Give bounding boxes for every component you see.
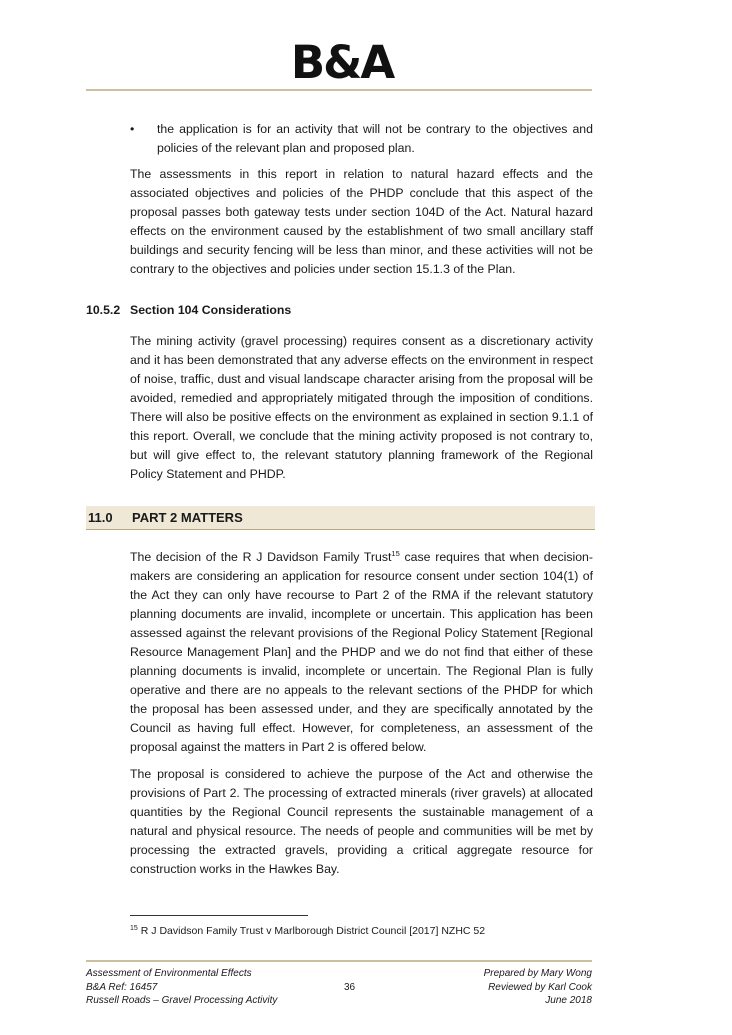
section-title: PART 2 MATTERS [132,510,243,525]
paragraph-part2-purpose: The proposal is considered to achieve the purpose of the Act and otherwise the provisions of Part 2. The processing of extracted minerals (river gravels) at allocated quantities by the Regional Council represents the sustainable management of a natural and physical resource. The needs of people and communities will be met by processing the extracted gravels, providing a critical aggregate resource for construction works in the Hawkes Bay. [130,767,593,876]
bullet-dot: • [130,122,135,136]
subsection-title: Section 104 Considerations [130,303,292,317]
footnote-number: 15 [130,925,138,932]
page-number: 36 [344,981,356,993]
section-number: 11.0 [88,510,113,525]
footnote-reference[interactable]: 15 [391,549,400,558]
footer-prepared-by: Prepared by Mary Wong [483,968,592,979]
footer-right [484,967,592,1008]
footer-doc-title: Assessment of Environmental Effects [86,968,252,979]
footer-project: Russell Roads – Gravel Processing Activity [86,995,278,1006]
bullet-text: the application is for an activity that will not be contrary to the objectives and policies of the relevant plan and proposed plan. [157,122,593,155]
footer-date: June 2018 [545,995,592,1006]
bullet-item [130,120,593,158]
paragraph-natural-hazard: The assessments in this report in relation to natural hazard effects and the associated objectives and policies of the PHDP conclude that this aspect of the proposal passes both gateway tests under section 104D of the Act. Natural hazard effects on the environment caused by the establishment of two small ancillary staff buildings and security fencing will be less than minor, and these activities will not be contrary to the objectives and policies under section 15.1.3 of the Plan. [130,167,593,276]
footer-left [86,967,277,1008]
paragraph-text-end: case requires that when decision-makers are considering an application for resource consent under section 104(1) of the Act they can only have recourse to Part 2 of the RMA if the relevant statutory planning documents are invalid, incomplete or uncertain. This application has been assessed against the relevant provisions of the Regional Policy Statement [Regional Resource Management Plan] and the PHDP and we do not find that either of these planning documents is invalid, incomplete or uncertain. The Regional Plan is fully operative and there are no appeals to the relevant sections of the PHDP for which the proposal has been assessed under, and they are specifically annotated by the Council as having full effect. However, for completeness, an assessment of the proposal against the matters in Part 2 is offered below. [130,550,593,754]
footer-reviewed-by: Reviewed by Karl Cook [488,981,592,993]
footnote-text: R J Davidson Family Trust v Marlborough District Council [2017] NZHC 52 [140,925,486,937]
footer-divider [86,960,592,962]
footnote-divider [130,915,308,916]
paragraph-section-104: The mining activity (gravel processing) requires consent as a discretionary activity and it has been demonstrated that any adverse effects on the environment in respect of noise, traffic, dust and visual landscape character arising from the proposal will be avoided, remedied and appropriately mitigated through the imposition of conditions. There will also be positive effects on the environment as explained in section 9.1.1 of this report. Overall, we conclude that the mining activity proposed is not contrary to, but will give effect to, the relevant statutory planning framework of the Regional Policy Statement and PHDP. [130,334,593,481]
company-logo: B&A [290,36,394,89]
footer-ref: B&A Ref: 16457 [86,981,158,993]
header-divider [86,89,592,91]
footnote [130,921,485,939]
subsection-heading [86,301,291,320]
section-heading [86,506,595,530]
subsection-number: 10.5.2 [86,303,121,317]
paragraph-text-start: The decision of the R J Davidson Family Trust [130,550,392,564]
paragraph-part2-decision [130,544,593,757]
